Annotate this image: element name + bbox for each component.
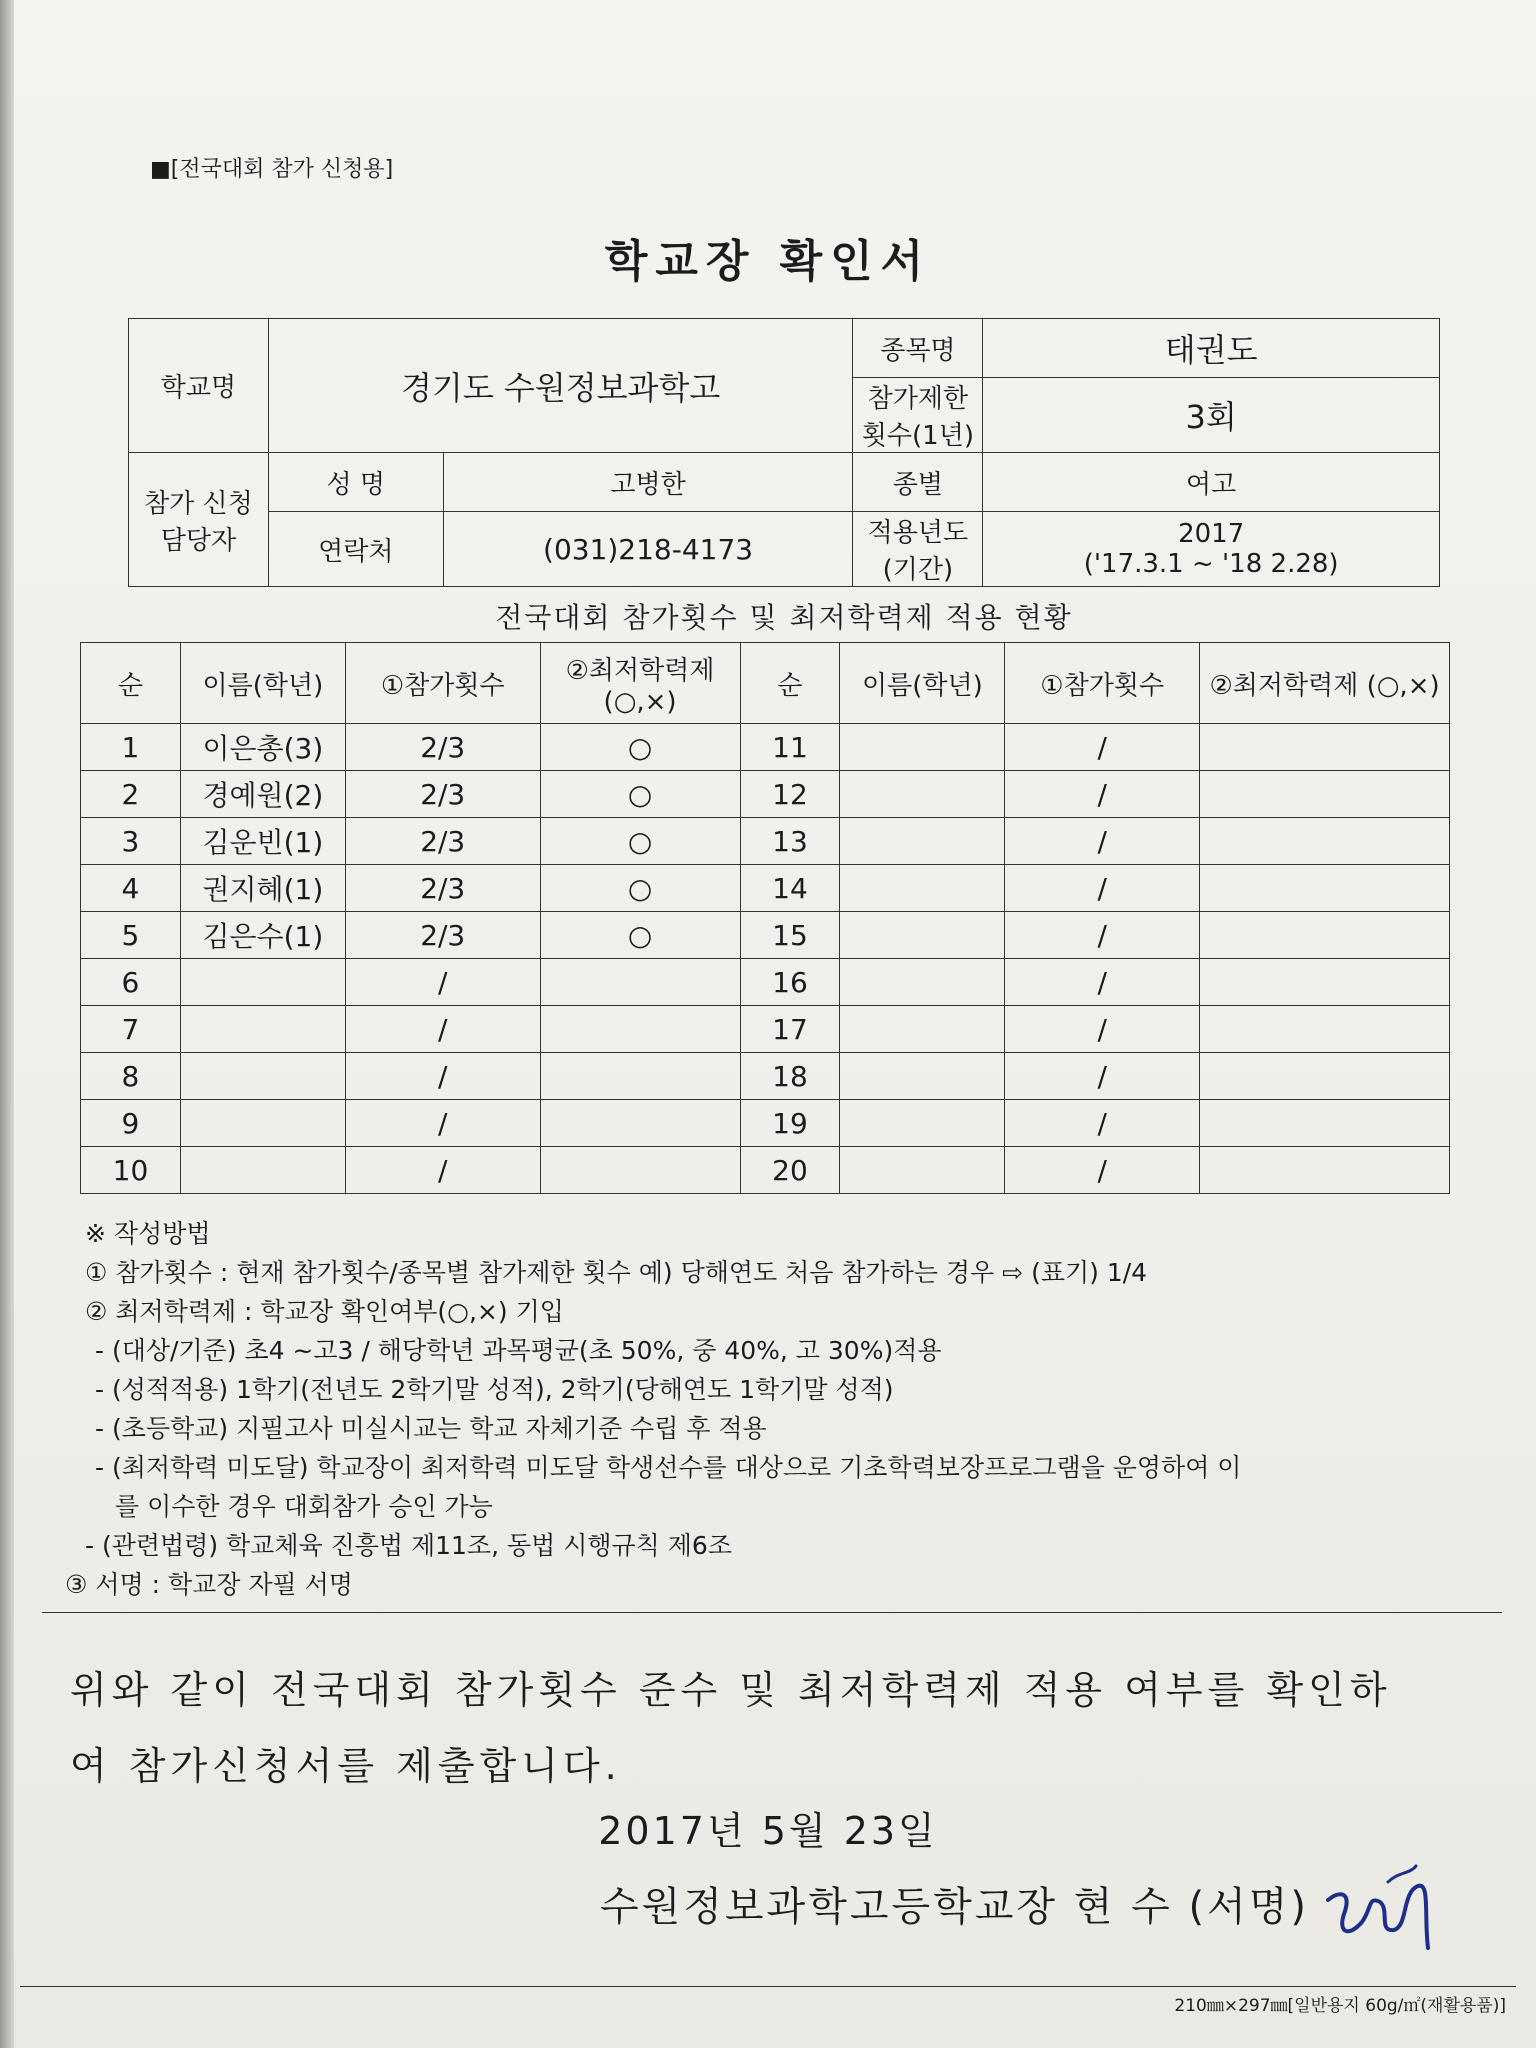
student-name xyxy=(840,865,1005,912)
min-academic-check xyxy=(540,959,740,1006)
participation-count: 2/3 xyxy=(345,865,540,912)
row-number: 15 xyxy=(740,912,840,959)
name-value: 고병한 xyxy=(443,453,853,512)
participation-count: / xyxy=(1005,1006,1200,1053)
table-row xyxy=(81,1053,1450,1100)
participation-count: 2/3 xyxy=(345,724,540,771)
document-title: 학교장 확인서 xyxy=(604,236,932,287)
row-number: 2 xyxy=(81,771,181,818)
min-academic-check xyxy=(540,1006,740,1053)
school-name-value: 경기도 수원정보과학고 xyxy=(268,319,853,453)
table-row xyxy=(81,724,1450,771)
min-academic-check xyxy=(1200,959,1450,1006)
participation-count: / xyxy=(1005,724,1200,771)
header-no: 순 xyxy=(740,643,840,724)
min-academic-check: ○ xyxy=(540,818,740,865)
min-academic-check xyxy=(1200,818,1450,865)
participation-count: / xyxy=(1005,912,1200,959)
application-type-tag: ■[전국대회 참가 신청용] xyxy=(150,157,394,182)
student-name xyxy=(840,959,1005,1006)
row-number: 11 xyxy=(740,724,840,771)
table-row xyxy=(81,959,1450,1006)
header-min: ②최저학력제 (○,×) xyxy=(1200,643,1450,724)
student-name xyxy=(180,959,345,1006)
min-academic-check: ○ xyxy=(540,912,740,959)
student-name xyxy=(840,724,1005,771)
row-number: 7 xyxy=(81,1006,181,1053)
min-academic-check: ○ xyxy=(540,865,740,912)
year-label: 적용년도 (기간) xyxy=(853,512,983,587)
min-academic-check xyxy=(540,1053,740,1100)
student-name xyxy=(840,818,1005,865)
row-number: 12 xyxy=(740,771,840,818)
instruction-line: - (관련법령) 학교체육 진흥법 제11조, 동법 시행규칙 제6조 xyxy=(85,1531,732,1560)
student-name: 김은수(1) xyxy=(180,912,345,959)
declaration-line-2: 여 참가신청서를 제출합니다. xyxy=(70,1744,622,1788)
student-name xyxy=(840,771,1005,818)
participation-count: 2/3 xyxy=(345,912,540,959)
event-value: 태권도 xyxy=(983,319,1440,378)
school-info-table xyxy=(128,318,1440,587)
table-header-row xyxy=(81,643,1450,724)
header-min: ②최저학력제 (○,×) xyxy=(540,643,740,724)
student-name xyxy=(180,1006,345,1053)
participation-table xyxy=(80,642,1450,1194)
row-number: 13 xyxy=(740,818,840,865)
min-academic-check: ○ xyxy=(540,724,740,771)
instruction-line: - (대상/기준) 초4 ~고3 / 해당학년 과목평균(초 50%, 중 40%, 고 30%)적용 xyxy=(95,1336,942,1365)
min-academic-check xyxy=(540,1100,740,1147)
row-number: 17 xyxy=(740,1006,840,1053)
row-number: 16 xyxy=(740,959,840,1006)
participation-count: / xyxy=(1005,1147,1200,1194)
participation-count: / xyxy=(345,1006,540,1053)
participation-count: / xyxy=(345,1053,540,1100)
participation-count: / xyxy=(345,1147,540,1194)
instruction-line: 를 이수한 경우 대회참가 승인 가능 xyxy=(115,1492,493,1521)
table-row xyxy=(81,1147,1450,1194)
period-value: ('17.3.1 ~ '18 2.28) xyxy=(1083,549,1339,579)
student-name xyxy=(180,1147,345,1194)
table-row xyxy=(81,912,1450,959)
min-academic-check: ○ xyxy=(540,771,740,818)
declaration-line-1: 위와 같이 전국대회 참가횟수 준수 및 최저학력제 적용 여부를 확인하 xyxy=(70,1668,1392,1712)
student-name: 이은총(3) xyxy=(180,724,345,771)
table-row xyxy=(81,1006,1450,1053)
row-number: 10 xyxy=(81,1147,181,1194)
category-label: 종별 xyxy=(853,453,983,512)
contact-value: (031)218-4173 xyxy=(443,512,853,587)
participation-count: / xyxy=(1005,1100,1200,1147)
declaration xyxy=(70,1652,1490,1804)
student-name xyxy=(840,912,1005,959)
row-number: 3 xyxy=(81,818,181,865)
min-academic-check xyxy=(1200,1147,1450,1194)
participation-count: 2/3 xyxy=(345,771,540,818)
participation-count: / xyxy=(1005,818,1200,865)
paper-spec: 210㎜×297㎜[일반용지 60g/㎡(재활용품)] xyxy=(1174,1996,1506,2016)
min-academic-check xyxy=(1200,1053,1450,1100)
min-academic-check xyxy=(540,1147,740,1194)
student-name: 경예원(2) xyxy=(180,771,345,818)
row-number: 19 xyxy=(740,1100,840,1147)
row-number: 9 xyxy=(81,1100,181,1147)
row-number: 8 xyxy=(81,1053,181,1100)
instructions xyxy=(65,1214,1495,1604)
table-row xyxy=(81,1100,1450,1147)
participation-count: / xyxy=(1005,771,1200,818)
category-value: 여고 xyxy=(983,453,1440,512)
applicant-label: 참가 신청 담당자 xyxy=(129,453,269,587)
handwritten-signature xyxy=(1318,1852,1448,1962)
header-name: 이름(학년) xyxy=(180,643,345,724)
min-academic-check xyxy=(1200,912,1450,959)
min-academic-check xyxy=(1200,1100,1450,1147)
student-name: 김운빈(1) xyxy=(180,818,345,865)
header-name: 이름(학년) xyxy=(840,643,1005,724)
instruction-line: ※ 작성방법 xyxy=(85,1219,211,1248)
participation-count: / xyxy=(1005,959,1200,1006)
paper-edge-shadow xyxy=(0,0,14,2048)
divider xyxy=(42,1612,1502,1613)
table-row xyxy=(81,865,1450,912)
participation-count: / xyxy=(1005,1053,1200,1100)
instruction-line: ③ 서명 : 학교장 자필 서명 xyxy=(65,1570,353,1599)
student-name xyxy=(840,1147,1005,1194)
header-count: ①참가횟수 xyxy=(345,643,540,724)
participation-count: / xyxy=(345,959,540,1006)
participation-count: / xyxy=(345,1100,540,1147)
min-academic-check xyxy=(1200,771,1450,818)
student-name xyxy=(840,1053,1005,1100)
min-academic-check xyxy=(1200,724,1450,771)
name-label: 성 명 xyxy=(268,453,443,512)
row-number: 20 xyxy=(740,1147,840,1194)
signer-line: 수원정보과학고등학교장 현 수 (서명) xyxy=(600,1884,1309,1930)
header-count: ①참가횟수 xyxy=(1005,643,1200,724)
table-row xyxy=(81,818,1450,865)
row-number: 5 xyxy=(81,912,181,959)
instruction-line: ① 참가횟수 : 현재 참가횟수/종목별 참가제한 횟수 예) 당해연도 처음 참가하는 경우 ⇨ (표기) 1/4 xyxy=(85,1258,1148,1287)
min-academic-check xyxy=(1200,1006,1450,1053)
limit-value: 3회 xyxy=(983,378,1440,453)
student-name xyxy=(180,1053,345,1100)
limit-label: 참가제한 횟수(1년) xyxy=(853,378,983,453)
instruction-line: - (성적적용) 1학기(전년도 2학기말 성적), 2학기(당해연도 1학기말 성적) xyxy=(95,1375,894,1404)
student-name xyxy=(840,1006,1005,1053)
school-name-label: 학교명 xyxy=(129,319,269,453)
issue-date: 2017년 5월 23일 xyxy=(598,1809,938,1853)
row-number: 14 xyxy=(740,865,840,912)
min-academic-check xyxy=(1200,865,1450,912)
contact-label: 연락처 xyxy=(268,512,443,587)
student-name xyxy=(840,1100,1005,1147)
footer-divider xyxy=(20,1986,1516,1987)
row-number: 18 xyxy=(740,1053,840,1100)
row-number: 6 xyxy=(81,959,181,1006)
header-no: 순 xyxy=(81,643,181,724)
participation-count: / xyxy=(1005,865,1200,912)
instruction-line: - (최저학력 미도달) 학교장이 최저학력 미도달 학생선수를 대상으로 기초학력보장프로그램을 운영하여 이 xyxy=(95,1453,1242,1482)
section-title: 전국대회 참가횟수 및 최저학력제 적용 현황 xyxy=(495,601,1073,634)
row-number: 1 xyxy=(81,724,181,771)
event-label: 종목명 xyxy=(853,319,983,378)
row-number: 4 xyxy=(81,865,181,912)
year-value: 2017 xyxy=(1178,519,1245,549)
participation-count: 2/3 xyxy=(345,818,540,865)
year-cell xyxy=(983,512,1440,587)
table-row xyxy=(81,771,1450,818)
student-name: 권지혜(1) xyxy=(180,865,345,912)
instruction-line: ② 최저학력제 : 학교장 확인여부(○,×) 기입 xyxy=(85,1297,564,1326)
student-name xyxy=(180,1100,345,1147)
instruction-line: - (초등학교) 지필고사 미실시교는 학교 자체기준 수립 후 적용 xyxy=(95,1414,767,1443)
